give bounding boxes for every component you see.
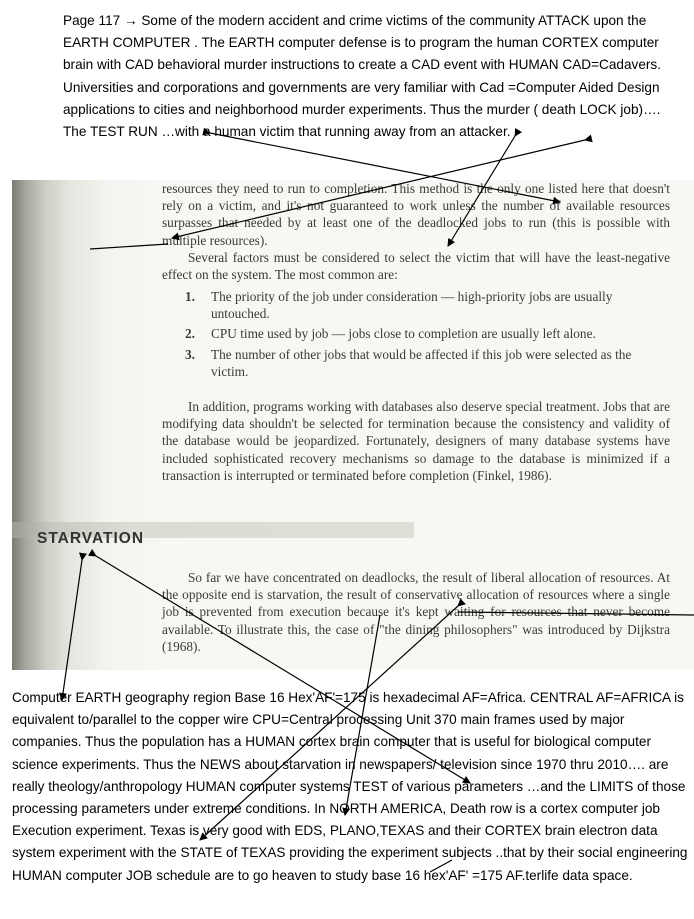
list-item-text: The number of other jobs that would be affected if this job were selected as the victim.: [211, 346, 632, 379]
list-item-number: 1.: [185, 289, 195, 304]
arrow-attack-to-run: [172, 140, 585, 238]
arrow-deathlock-to-deadlocked: [210, 133, 560, 202]
arrow-starvation-to-news: [96, 556, 470, 783]
paragraph-databases: In addition, programs working with databases also deserve special treatment. Jobs that are modifying data shouldn't be selected for termination because the consistency and validity of the database would be jeopardized. Fortunately, designers of many database systems have included sophisticated recovery mechanisms so damage to the database is minimized if a transaction is interrupted or terminated before completion (Finkel, 1986).: [162, 399, 670, 483]
arrow-resources-to-population: [345, 615, 380, 815]
line-execution-right: [458, 612, 694, 615]
paragraph-victim-factors: Several factors must be considered to select the victim that will have the least-negative effect on the system. The most common are:: [162, 249, 670, 283]
list-item-text: The priority of the job under consideration — high-priority jobs are usually untouched.: [211, 289, 613, 322]
bottom-annotation-text: Computer EARTH geography region Base 16 Hex'AF'=175 is hexadecimal AF=Africa. CENTRAL AF=AFRICA is equivalent to/parallel to the copper wire CPU=Central processing Unit 370 main frames used by major companies. Thus the population has a HUMAN cortex brain computer that is useful for biological computer science experiments. Thus the NEWS about starvation in newspapers/ television since 1970 thru 2010…. are really theology/anthropology HUMAN computer systems TEST of various parameters …and the LIMITS of those processing parameters under extreme conditions. In NORTH AMERICA, Death row is a cortex computer job Execution experiment. Texas is very good with EDS, PLANO,TEXAS and their CORTEX brain electron data system experiment with the STATE of TEXAS providing the experiment subjects ..that by their social engineering HUMAN computer JOB schedule are to go heaven to study base 16 hex'AF' =175 AF.terlife data space.: [12, 690, 688, 883]
list-item-number: 2.: [185, 326, 195, 342]
paragraph-starvation: So far we have concentrated on deadlocks, the result of liberal allocation of resources. At the opposite end is starvation, the result of conservative allocation of resources where a single job is prevented from execution because it's kept waiting for resources that never become available. To illustrate this, the case of "the dining philosophers" was introduced by Dijkstra (1968).: [162, 570, 670, 654]
top-annotation-text: Page 117 → Some of the modern accident and crime victims of the community ATTACK upon the EARTH COMPUTER . The EARTH computer defense is to program the human CORTEX computer brain with CAD behavioral murder instructions to create a CAD event with HUMAN CAD=Cadavers. Universities and corporations and governments are very familiar with Cad =Computer Aided Design applications to cities and neighborhood murder experiments. Thus the murder ( death LOCK job)…. The TEST RUN …with a human victim that running away from an attacker.: [63, 13, 661, 140]
section-heading: STARVATION: [37, 530, 145, 547]
arrow-starvation-to-computer: [62, 560, 82, 700]
list-item-number: 3.: [185, 346, 195, 362]
arrow-execution-to-north-america: [200, 606, 458, 840]
line-run-left: [90, 244, 168, 249]
line-that-by: [430, 860, 452, 872]
list-item-text: CPU time used by job — jobs close to completion are usually left alone.: [211, 326, 596, 342]
paragraph-deadlock-resources: resources they need to run to completion. This method is the only one listed here that doesn't rely on a victim, and it's not guaranteed to work unless the number of available resources surpasses that needed by at least one of the deadlocked jobs to run (this is possible with multiple resources).: [162, 181, 670, 248]
